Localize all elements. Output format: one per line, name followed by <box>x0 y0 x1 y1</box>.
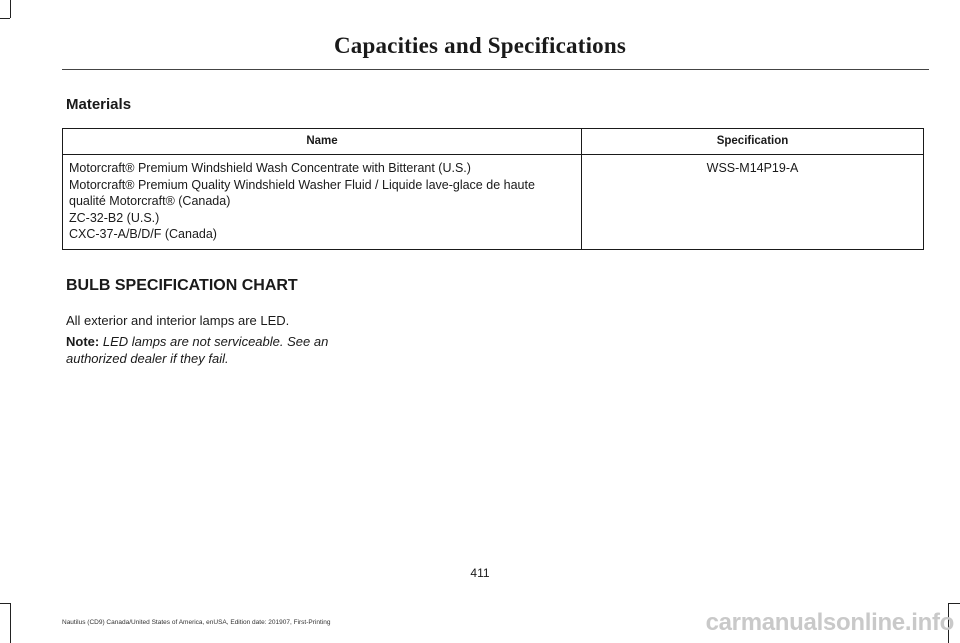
name-line: qualité Motorcraft® (Canada) <box>69 194 231 208</box>
crop-mark-bottom-right-h <box>948 603 960 604</box>
crop-mark-top-left-h <box>0 18 10 19</box>
note-paragraph <box>66 333 341 367</box>
column-header-name: Name <box>63 129 582 155</box>
name-line: Motorcraft® Premium Windshield Wash Concentrate with Bitterant (U.S.) <box>69 161 471 175</box>
crop-mark-bottom-left-h <box>0 603 10 604</box>
name-line: CXC-37-A/B/D/F (Canada) <box>69 227 217 241</box>
crop-mark-top-left-v <box>10 0 11 18</box>
table-header-row <box>63 129 924 155</box>
note-label: Note: <box>66 334 100 349</box>
bulb-chart-heading: BULB SPECIFICATION CHART <box>66 277 298 294</box>
watermark: carmanualsonline.info <box>705 609 954 636</box>
header-divider <box>62 69 929 70</box>
crop-mark-bottom-left-v <box>10 603 11 643</box>
name-line: Motorcraft® Premium Quality Windshield Washer Fluid / Liquide lave-glace de haute <box>69 177 535 192</box>
column-header-specification: Specification <box>582 129 924 155</box>
edition-footer: Nautilus (CD9) Canada/United States of America, enUSA, Edition date: 201907, First-Printing <box>62 619 331 626</box>
specification-cell: WSS-M14P19-A <box>582 155 924 250</box>
page-number: 411 <box>470 566 490 580</box>
table-row <box>63 155 924 250</box>
bulb-chart-body: All exterior and interior lamps are LED. <box>66 313 290 328</box>
page-header-title: Capacities and Specifications <box>333 33 627 58</box>
materials-table <box>62 128 924 250</box>
note-text: LED lamps are not serviceable. See an authorized dealer if they fail. <box>66 334 329 366</box>
materials-heading: Materials <box>66 96 132 113</box>
name-cell <box>63 155 582 250</box>
name-line: ZC-32-B2 (U.S.) <box>69 210 160 225</box>
